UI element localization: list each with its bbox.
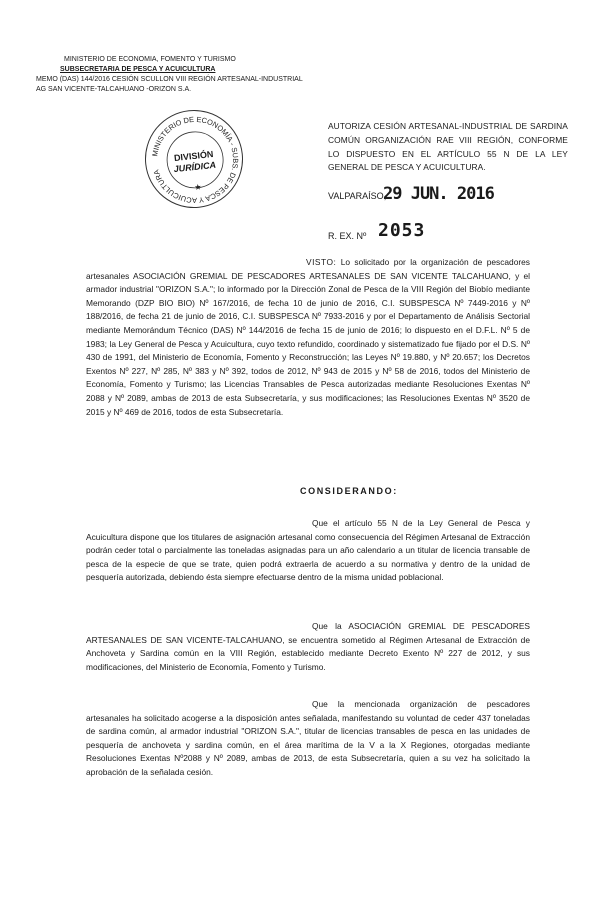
resolution-summary: AUTORIZA CESIÓN ARTESANAL-INDUSTRIAL DE SARDINA COMÚN ORGANIZACIÓN RAE VIII REGIÓN, CONFORME LO DISPUESTO EN EL ARTÍCULO 55 N DE LA LEY GENERAL DE PESCA Y ACUICULTURA.: [328, 121, 568, 173]
visto-paragraph: [86, 256, 530, 419]
memo-reference-1: MEMO (DAS) 144/2016 CESIÓN SCULLON VIII REGIÓN ARTESANAL-INDUSTRIAL: [36, 76, 303, 83]
considerando-paragraph-3: Que la mencionada organización de pescadores artesanales ha solicitado acogerse a la disposición antes señalada, manifestando su voluntad de ceder 437 toneladas de sardina común, al armador industrial "ORIZON S.A.", titular de licencias transables de pesca en las unidades de pesquería de anchoveta y sardina común, en el área marítima de la V a la X Regiones, otorgadas mediante Resoluciones Exentas Nº2088 y Nº 2089, ambas de 2013, de esta Subsecretaría, quien a su vez ha solicitado la aprobación de la señalada cesión.: [86, 699, 530, 777]
memo-reference-2: AG SAN VICENTE-TALCAHUANO -ORIZON S.A.: [36, 86, 192, 93]
ministry-name: MINISTERIO DE ECONOMIA, FOMENTO Y TURISMO: [64, 56, 236, 63]
subsecretaria-name: SUBSECRETARIA DE PESCA Y ACUICULTURA: [60, 66, 216, 73]
considerando-heading: CONSIDERANDO:: [300, 486, 398, 496]
stamp-star-icon: ★: [193, 182, 203, 193]
stamp-center-line-1: DIVISIÓN: [173, 148, 214, 164]
resolution-date: 29 JUN. 2016: [383, 184, 494, 204]
division-juridica-stamp: [140, 105, 248, 213]
place-label: VALPARAÍSO,: [328, 191, 387, 201]
rex-number: 2053: [378, 220, 426, 241]
considerando-paragraph-1: Que el artículo 55 N de la Ley General de Pesca y Acuicultura dispone que los titulares de asignación artesanal como consecuencia del Régimen Artesanal de Extracción podrán ceder total o parcialmente las toneladas asignadas para un año calendario a un titular de licencia transable de pesca de la especie de que se trate, quien podrá extraerla de acuerdo a su normativa y dentro de la unidad de pesquería autorizada, debiendo ésta siempre efectuarse dentro de la misma unidad poblacional.: [86, 518, 530, 583]
visto-lead: VISTO:: [306, 257, 337, 267]
stamp-ring-text: MINISTERIO DE ECONOMÍA - SUBS. DE PESCA Y ACUICULTURA: [150, 114, 241, 205]
rex-label: R. EX. Nº: [328, 231, 367, 241]
considerando-paragraph-2: Que la ASOCIACIÓN GREMIAL DE PESCADORES ARTESANALES DE SAN VICENTE-TALCAHUANO, se encuentra sometido al Régimen Artesanal de Extracción de Anchoveta y Sardina común en la VIII Región, establecido mediante Decreto Exento Nº 227 de 2012, y sus modificaciones, del Ministerio de Economía, Fomento y Turismo.: [86, 621, 530, 672]
stamp-center-line-2: JURÍDICA: [173, 159, 217, 175]
visto-text: Lo solicitado por la organización de pescadores artesanales ASOCIACIÓN GREMIAL DE PESCADORES ARTESANALES DE SAN VICENTE TALCAHUANO, y el armador industrial "ORIZON S.A."; lo informado por la Dirección Zonal de Pesca de la VIII Región del Biobío mediante Memorando (DZP BIO BIO) Nº 167/2016, de fecha 10 de junio de 2016, C.I. SUBSPESCA Nº 7449-2016 y Nº 188/2016, de fecha 21 de junio de 2016, C.I. SUBSPESCA Nº 7933-2016 y por el Departamento de Análisis Sectorial mediante Memorándum Técnico (DAS) Nº 144/2016 de fecha 15 de junio de 2016; lo dispuesto en el D.F.L. Nº 5 de 1983; la Ley General de Pesca y Acuicultura, cuyo texto refundido, coordinado y sistematizado fue fijado por el D.S. Nº 430 de 1991, del Ministerio de Economía, Fomento y Reconstrucción; las Leyes Nº 19.880, y Nº 20.657; los Decretos Exentos Nº 227, Nº 285, Nº 383 y Nº 392, todos de 2012, Nº 943 de 2015 y Nº 58 de 2016, todos del Ministerio de Economía, Fomento y Turismo; las Licencias Transables de Pesca autorizadas mediante Resoluciones Exentas Nº 2088 y Nº 2089, ambas de 2013 de esta Subsecretaría, y sus modificaciones; las Resoluciones Exentas Nº 3520 de 2015 y Nº 469 de 2016, todos de esta Subsecretaría.: [86, 257, 530, 417]
document-header: [36, 55, 336, 95]
